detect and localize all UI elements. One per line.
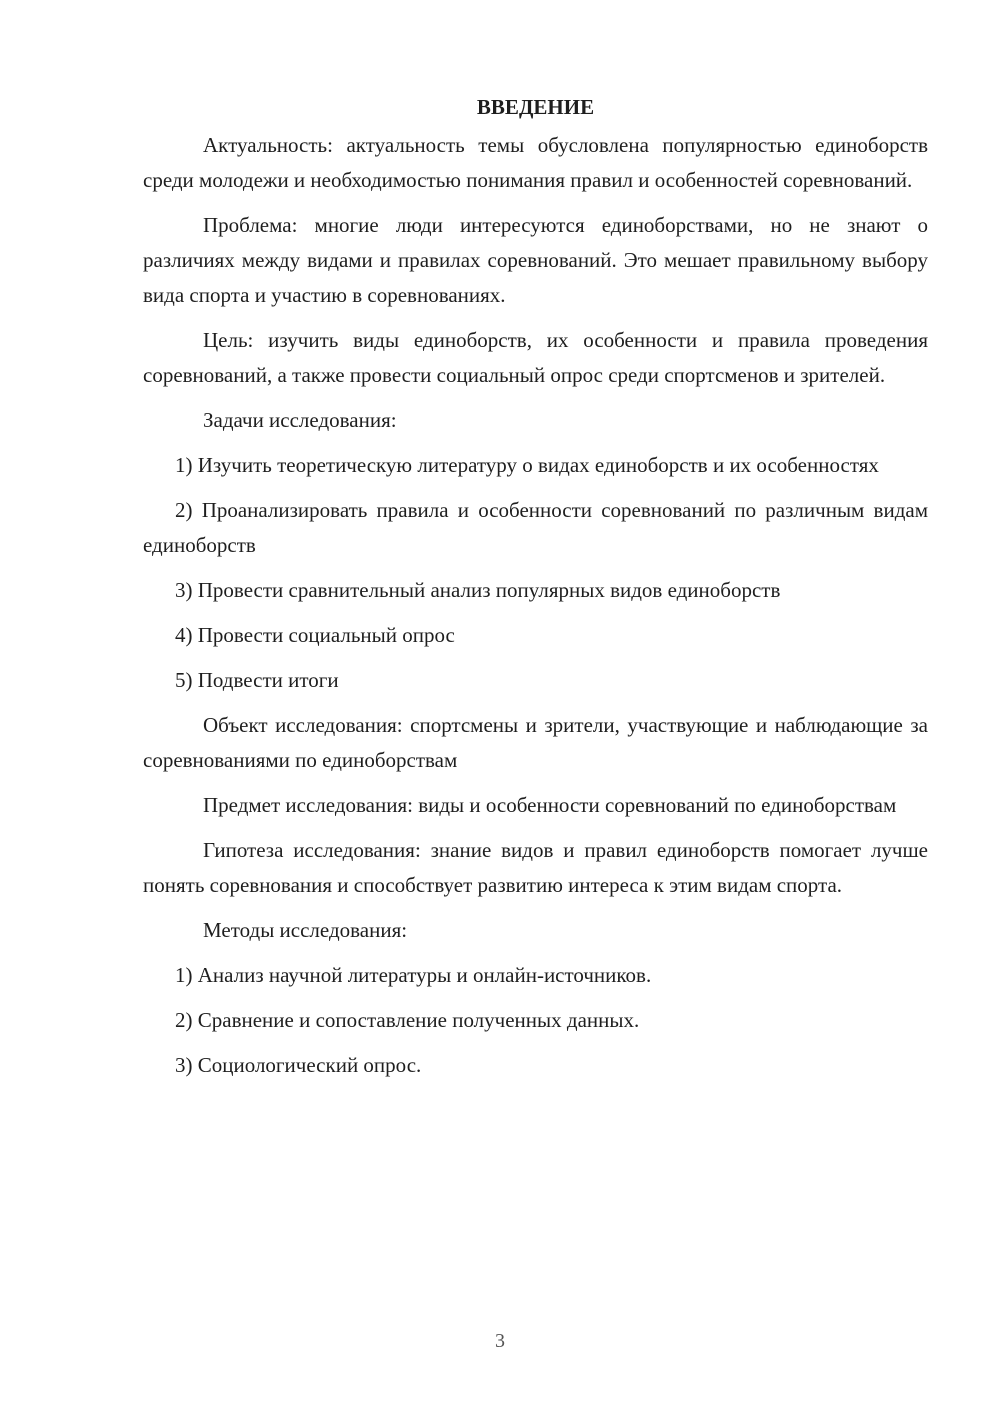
goal-paragraph: Цель: изучить виды единоборств, их особенности и правила проведения соревнований, а также провести социальный опрос среди спортсменов и зрителей. (143, 328, 928, 387)
hypothesis-paragraph: Гипотеза исследования: знание видов и правил единоборств помогает лучше понять соревнования и способствует развитию интереса к этим видам спорта. (143, 838, 928, 897)
method-item-1: 1) Анализ научной литературы и онлайн-источников. (175, 963, 652, 987)
task-item-2: 2) Проанализировать правила и особенности соревнований по различным видам единоборств (143, 498, 928, 557)
document-page (143, 90, 928, 1093)
object-paragraph: Объект исследования: спортсмены и зрители, участвующие и наблюдающие за соревнованиями по единоборствам (143, 713, 928, 772)
subject-paragraph: Предмет исследования: виды и особенности соревнований по единоборствам (203, 793, 897, 817)
method-item-3: 3) Социологический опрос. (175, 1053, 422, 1077)
page-number: 3 (495, 1330, 505, 1352)
task-item-3: 3) Провести сравнительный анализ популярных видов единоборств (175, 578, 781, 602)
task-item-1: 1) Изучить теоретическую литературу о видах единоборств и их особенностях (175, 453, 879, 477)
tasks-heading: Задачи исследования: (203, 408, 397, 432)
task-item-4: 4) Провести социальный опрос (175, 623, 455, 647)
methods-heading: Методы исследования: (203, 918, 408, 942)
problem-paragraph: Проблема: многие люди интересуются единоборствами, но не знают о различиях между видами и правилах соревнований. Это мешает правильному выбору вида спорта и участию в соревнованиях. (143, 213, 928, 307)
task-item-5: 5) Подвести итоги (175, 668, 339, 692)
page-title: ВВЕДЕНИЕ (476, 95, 595, 119)
relevance-paragraph: Актуальность: актуальность темы обусловлена популярностью единоборств среди молодежи и необходимостью понимания правил и особенностей соревнований. (143, 133, 928, 192)
method-item-2: 2) Сравнение и сопоставление полученных данных. (175, 1008, 640, 1032)
